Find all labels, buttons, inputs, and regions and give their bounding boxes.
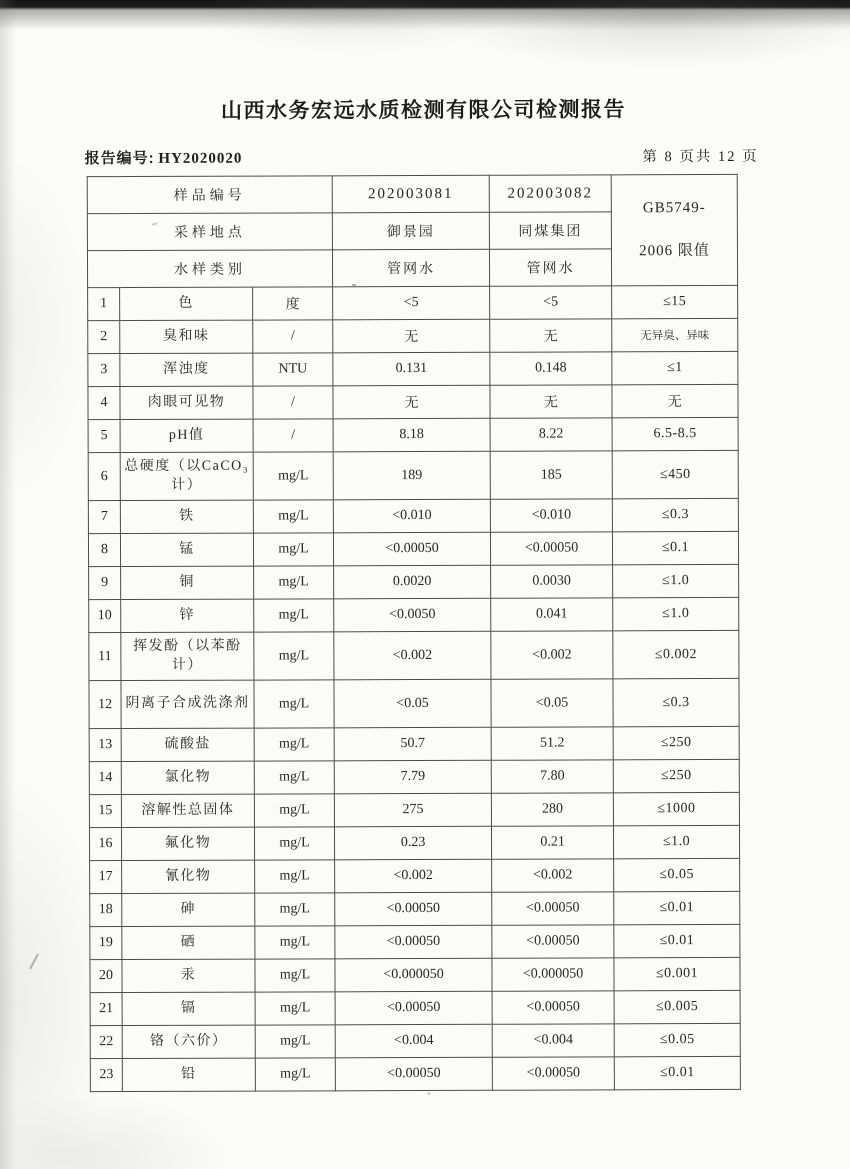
sample2-value: <0.00050	[490, 532, 612, 565]
unit-cell: mg/L	[254, 599, 334, 632]
limit-column-header	[611, 174, 737, 285]
table-row	[89, 759, 739, 794]
parameter-name: 汞	[122, 959, 255, 992]
table-row	[88, 318, 738, 353]
sample2-value: 无	[490, 319, 612, 352]
table-row	[89, 597, 739, 632]
sample1-value: <0.00050	[335, 925, 492, 959]
limit-value: ≤0.01	[614, 924, 740, 957]
parameter-name: 铬（六价）	[122, 1025, 255, 1058]
limit-value: ≤0.05	[614, 858, 740, 891]
unit-cell: mg/L	[254, 728, 334, 761]
unit-cell: mg/L	[255, 1058, 335, 1091]
row-number: 1	[88, 288, 120, 321]
limit-value: ≤1.0	[613, 825, 739, 858]
sample1-value: <0.010	[333, 499, 490, 533]
unit-cell: mg/L	[255, 959, 335, 992]
sample1-value: 7.79	[334, 760, 491, 794]
table-row	[88, 417, 738, 452]
sample1-site: 御景园	[332, 212, 489, 250]
limit-value: ≤0.001	[614, 957, 740, 990]
row-number: 4	[88, 387, 120, 420]
row-number: 19	[90, 927, 122, 960]
row-number: 2	[88, 321, 120, 354]
sample1-value: <0.00050	[335, 1057, 492, 1091]
row-number: 16	[89, 828, 121, 861]
row-number: 9	[89, 567, 121, 600]
sample-id-label: 样品编号	[87, 176, 332, 214]
table-row	[89, 726, 739, 761]
sample2-value: <0.00050	[492, 925, 614, 958]
parameter-name: 锌	[121, 599, 254, 632]
unit-cell: /	[253, 386, 333, 419]
table-row	[90, 858, 740, 893]
sample2-value: <0.05	[491, 679, 613, 727]
parameter-name: 氯化物	[121, 761, 254, 794]
limit-value: ≤1.0	[613, 564, 739, 597]
sample1-value: <0.004	[335, 1024, 492, 1058]
results-table	[87, 174, 741, 1092]
unit-cell: mg/L	[255, 1025, 335, 1058]
parameter-name: pH值	[120, 419, 253, 452]
limit-value: ≤0.002	[613, 630, 739, 678]
report-number	[85, 147, 243, 169]
row-number: 8	[88, 534, 120, 567]
parameter-name: 铜	[121, 566, 254, 599]
row-number: 7	[88, 501, 120, 534]
unit-cell: /	[253, 419, 333, 452]
row-number: 12	[89, 681, 121, 729]
sample1-value: <0.002	[334, 631, 491, 680]
page-indicator: 第 8 页共 12 页	[642, 148, 759, 166]
limit-value: ≤0.005	[614, 990, 740, 1023]
sample1-value: 无	[333, 385, 490, 419]
limit-value: ≤0.01	[614, 1056, 740, 1089]
unit-cell: mg/L	[255, 893, 335, 926]
sample1-id: 202003081	[332, 175, 489, 213]
sample2-value: 0.148	[490, 352, 612, 385]
table-row	[88, 351, 738, 386]
limit-value: ≤15	[612, 285, 738, 318]
report-number-value: HY2020020	[158, 150, 243, 167]
parameter-name: 总硬度（以CaCO₃计）	[120, 452, 253, 500]
table-row	[89, 825, 739, 860]
sample1-value: 0.0020	[334, 565, 491, 599]
sample1-value: <0.000050	[335, 958, 492, 992]
meta-row	[0, 123, 849, 169]
limit-value: 无异臭、异味	[612, 318, 738, 351]
unit-cell: mg/L	[254, 632, 334, 680]
parameter-name: 氰化物	[122, 860, 255, 893]
sample2-site: 同煤集团	[489, 212, 611, 249]
table-row	[88, 384, 738, 419]
table-row	[90, 891, 740, 926]
sample2-value: <5	[490, 286, 612, 319]
table-row	[90, 1023, 740, 1058]
limit-value: ≤0.3	[612, 498, 738, 531]
results-body	[88, 285, 741, 1091]
sample1-value: 8.18	[333, 418, 490, 452]
limit-value: ≤1.0	[613, 597, 739, 630]
sample1-value: <0.00050	[333, 532, 490, 566]
unit-cell: mg/L	[254, 761, 334, 794]
sample1-value: 275	[334, 793, 491, 827]
sample2-value: <0.000050	[492, 958, 614, 991]
row-number: 18	[90, 894, 122, 927]
row-number: 23	[90, 1059, 122, 1092]
sampling-site-label: 采样地点	[87, 213, 332, 251]
table-row	[89, 630, 739, 680]
sample-type-label: 水样类别	[87, 250, 332, 288]
table-row	[88, 285, 738, 320]
table-row	[90, 1056, 740, 1091]
row-number: 20	[90, 960, 122, 993]
table-row	[89, 564, 739, 599]
sample2-value: <0.00050	[492, 1057, 614, 1090]
parameter-name: 硫酸盐	[121, 728, 254, 761]
parameter-name: 溶解性总固体	[121, 794, 254, 827]
parameter-name: 肉眼可见物	[120, 386, 253, 419]
parameter-name: 铅	[122, 1058, 255, 1091]
report-title: 山西水务宏远水质检测有限公司检测报告	[220, 98, 627, 123]
sample1-value: <5	[333, 286, 490, 320]
sample1-value: <0.00050	[335, 892, 492, 926]
row-number: 13	[89, 729, 121, 762]
limit-header-line1: GB5749-	[642, 199, 706, 216]
sample1-value: 189	[333, 451, 490, 500]
table-row	[88, 450, 738, 500]
sample2-value: <0.00050	[492, 892, 614, 925]
parameter-name: 阴离子合成洗涤剂	[121, 680, 254, 728]
scan-artifact	[427, 1092, 431, 1095]
unit-cell: mg/L	[255, 992, 335, 1025]
sample1-value: <0.00050	[335, 991, 492, 1025]
sample2-value: <0.004	[492, 1024, 614, 1057]
limit-value: ≤0.01	[614, 891, 740, 924]
parameter-name: 镉	[122, 992, 255, 1025]
header-row-sample-id	[87, 174, 737, 213]
limit-value: ≤1000	[613, 792, 739, 825]
sample2-id: 202003082	[489, 175, 611, 212]
row-number: 15	[89, 795, 121, 828]
sample2-value: 7.80	[491, 760, 613, 793]
row-number: 11	[89, 633, 121, 681]
unit-cell: mg/L	[253, 533, 333, 566]
table-row	[88, 531, 738, 566]
sample1-value: 0.131	[333, 352, 490, 386]
table-row	[90, 990, 740, 1025]
unit-cell: mg/L	[255, 860, 335, 893]
limit-value: ≤0.05	[614, 1023, 740, 1056]
parameter-name: 挥发酚（以苯酚计）	[121, 632, 254, 680]
sample2-value: <0.00050	[492, 991, 614, 1024]
parameter-name: 氟化物	[121, 827, 254, 860]
limit-header-line2: 2006 限值	[639, 243, 710, 260]
unit-cell: mg/L	[255, 926, 335, 959]
sample2-value: <0.002	[492, 859, 614, 892]
limit-value: ≤1	[612, 351, 738, 384]
limit-value: ≤250	[613, 726, 739, 759]
sample2-value: <0.010	[490, 499, 612, 532]
limit-value: ≤0.1	[612, 531, 738, 564]
table-row	[90, 957, 740, 992]
sample2-type: 管网水	[489, 249, 611, 286]
row-number: 3	[88, 354, 120, 387]
row-number: 10	[89, 600, 121, 633]
limit-value: 6.5-8.5	[612, 417, 738, 450]
limit-value: ≤0.3	[613, 678, 739, 726]
unit-cell: 度	[253, 287, 333, 320]
sample1-value: <0.05	[334, 679, 491, 728]
row-number: 14	[89, 762, 121, 795]
limit-value: 无	[612, 384, 738, 417]
sample2-value: 280	[491, 793, 613, 826]
parameter-name: 臭和味	[120, 320, 253, 353]
sample2-value: 51.2	[491, 727, 613, 760]
parameter-name: 锰	[120, 533, 253, 566]
unit-cell: mg/L	[253, 452, 333, 500]
sample2-value: 0.041	[491, 598, 613, 631]
parameter-name: 浑浊度	[120, 353, 253, 386]
parameter-name: 硒	[122, 926, 255, 959]
row-number: 6	[88, 453, 120, 501]
parameter-name: 砷	[122, 893, 255, 926]
sample2-value: 0.21	[491, 826, 613, 859]
sample1-type: 管网水	[332, 249, 489, 287]
limit-value: ≤250	[613, 759, 739, 792]
unit-cell: NTU	[253, 353, 333, 386]
parameter-name: 铁	[120, 500, 253, 533]
unit-cell: mg/L	[254, 794, 334, 827]
limit-value: ≤450	[612, 450, 738, 498]
sample1-value: 50.7	[334, 727, 491, 761]
row-number: 5	[88, 420, 120, 453]
table-row	[90, 924, 740, 959]
sample2-value: 185	[490, 451, 612, 499]
row-number: 21	[90, 993, 122, 1026]
row-number: 17	[90, 861, 122, 894]
row-number: 22	[90, 1026, 122, 1059]
sample1-value: 无	[333, 319, 490, 353]
sample1-value: <0.002	[335, 859, 492, 893]
table-row	[89, 792, 739, 827]
unit-cell: /	[253, 320, 333, 353]
sample2-value: 0.0030	[491, 565, 613, 598]
sample1-value: <0.0050	[334, 598, 491, 632]
unit-cell: mg/L	[254, 827, 334, 860]
sample2-value: 无	[490, 385, 612, 418]
parameter-name: 色	[120, 287, 253, 320]
report-number-label: 报告编号:	[84, 149, 155, 168]
unit-cell: mg/L	[253, 500, 333, 533]
table-row	[88, 498, 738, 533]
sample1-value: 0.23	[334, 826, 491, 860]
table-header	[87, 174, 737, 287]
table-row	[89, 678, 739, 728]
unit-cell: mg/L	[254, 680, 334, 728]
unit-cell: mg/L	[254, 566, 334, 599]
sample2-value: 8.22	[490, 418, 612, 451]
sample2-value: <0.002	[491, 631, 613, 679]
